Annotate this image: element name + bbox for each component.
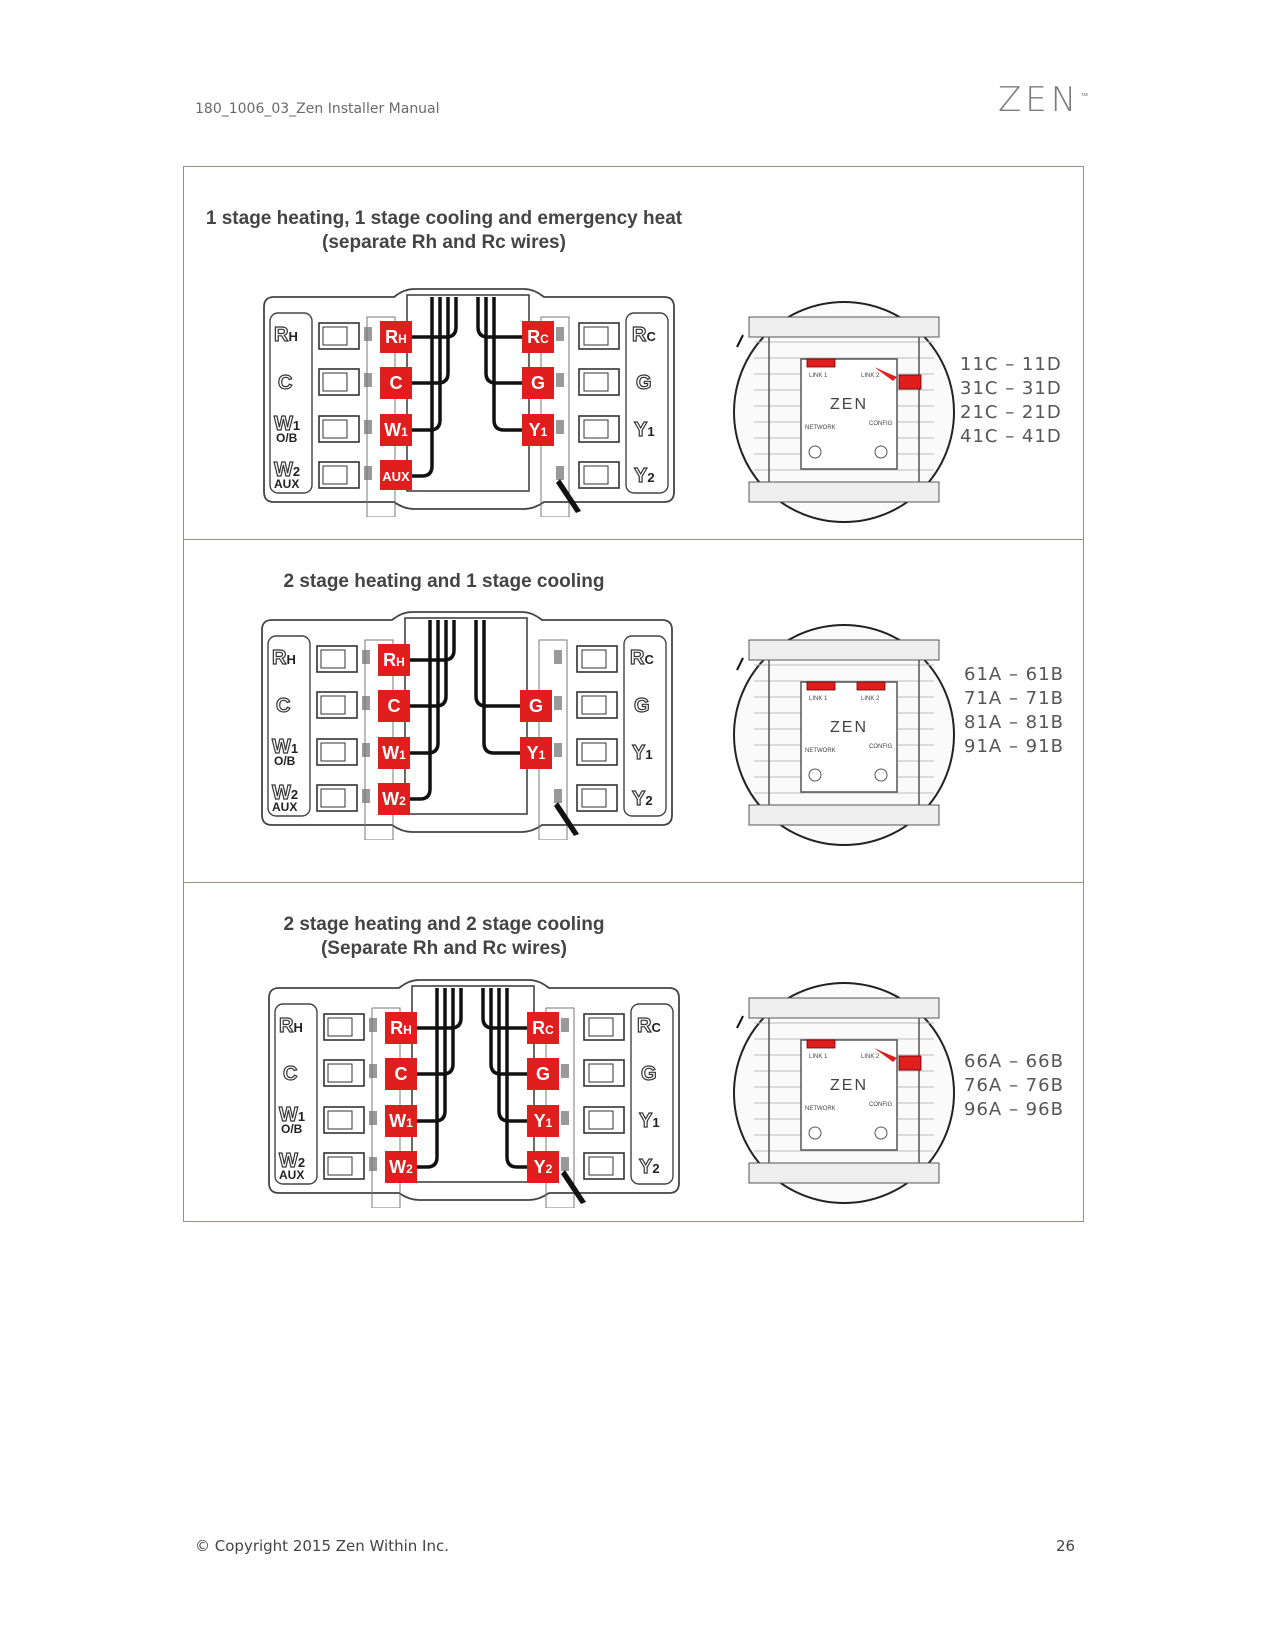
- terminal-label: RC: [532, 1018, 554, 1038]
- terminal-label: RC: [527, 327, 549, 347]
- zen-device-photo-2: [729, 620, 959, 850]
- terminal-label: G: [530, 373, 546, 393]
- terminal-c: [385, 1058, 417, 1090]
- label-ob: O/B: [276, 431, 298, 445]
- model-codes-1: [960, 353, 1062, 449]
- label-g: G: [641, 1063, 657, 1085]
- label-g: G: [634, 695, 650, 717]
- terminal-label: C: [389, 373, 403, 393]
- label-aux: AUX: [274, 477, 300, 491]
- terminal-label: RH: [385, 327, 407, 347]
- link2-label: LINK 2: [861, 696, 880, 702]
- module-brand: ZEN: [830, 396, 868, 413]
- terminal-w2: [385, 1151, 417, 1183]
- screw-post: [561, 1111, 569, 1125]
- document-id: 180_1006_03_Zen Installer Manual: [195, 101, 440, 117]
- wire-channel: [405, 618, 527, 814]
- network-label: NETWORK: [805, 1106, 836, 1112]
- terminal-w2: [378, 783, 410, 815]
- screw-post: [554, 696, 562, 710]
- label-w2: W2: [279, 1150, 306, 1172]
- screw-post: [561, 1064, 569, 1078]
- module-brand: ZEN: [830, 1077, 868, 1094]
- label-rh: RH: [274, 324, 298, 346]
- terminal-label: RH: [390, 1018, 412, 1038]
- section-3-title: 2 stage heating and 2 stage cooling (Separate Rh and Rc wires): [283, 914, 605, 959]
- terminal-g: [527, 1058, 559, 1090]
- config-label: CONFIG: [869, 421, 893, 427]
- terminal-aux: [380, 460, 412, 490]
- label-c: C: [276, 695, 291, 717]
- terminal-label: C: [387, 696, 401, 716]
- terminal-label: W2: [382, 789, 406, 809]
- module-brand: ZEN: [830, 719, 868, 736]
- model-code: 71A – 71B: [964, 688, 1064, 709]
- model-codes-3: [964, 1050, 1064, 1122]
- model-code: 21C – 21D: [960, 402, 1062, 423]
- terminal-w1: [380, 414, 412, 446]
- label-y1: Y1: [634, 419, 655, 441]
- wire: [404, 988, 445, 1121]
- screw-post: [364, 466, 372, 480]
- network-label: NETWORK: [805, 748, 836, 754]
- label-w1: W1: [272, 736, 299, 758]
- battery-rail: [749, 640, 939, 660]
- terminal-c: [380, 367, 412, 399]
- terminal-y1: [527, 1105, 559, 1137]
- terminal-rh: [380, 321, 412, 353]
- model-code: 41C – 41D: [960, 426, 1062, 447]
- screw-post: [362, 743, 370, 757]
- zen-device-photo-3: [729, 978, 959, 1208]
- label-y1: Y1: [632, 742, 653, 764]
- zen-device-photo-1: [729, 297, 959, 527]
- label-w2: W2: [274, 459, 301, 481]
- screw-post: [561, 1157, 569, 1171]
- link2-label: LINK 2: [861, 1054, 880, 1060]
- screw-post: [364, 373, 372, 387]
- label-g: G: [636, 372, 652, 394]
- screw-post: [554, 743, 562, 757]
- model-code: 31C – 31D: [960, 378, 1062, 399]
- screw-post: [369, 1157, 377, 1171]
- terminal-label: C: [394, 1064, 408, 1084]
- link1-label: LINK 1: [809, 373, 828, 379]
- wire-channel: [407, 295, 529, 491]
- screw-post: [362, 696, 370, 710]
- label-rh: RH: [272, 647, 296, 669]
- terminal-label: Y1: [533, 1111, 553, 1131]
- config-label: CONFIG: [869, 744, 893, 750]
- label-y2: Y2: [639, 1156, 660, 1178]
- label-y2: Y2: [634, 465, 655, 487]
- link1-jumper: [807, 682, 835, 690]
- wiring-diagram-3: [259, 978, 689, 1208]
- battery-rail: [749, 317, 939, 337]
- screw-post: [554, 650, 562, 664]
- terminal-rh: [385, 1012, 417, 1044]
- screw-post: [362, 789, 370, 803]
- wire-channel: [412, 986, 534, 1182]
- terminal-y1: [520, 737, 552, 769]
- link1-label: LINK 1: [809, 696, 828, 702]
- terminal-rc: [522, 321, 554, 353]
- terminal-w1: [385, 1105, 417, 1137]
- link1-jumper: [807, 1040, 835, 1048]
- model-code: 96A – 96B: [964, 1099, 1064, 1120]
- model-code: 61A – 61B: [964, 664, 1064, 685]
- terminal-label: AUX: [382, 469, 410, 484]
- screw-post: [369, 1111, 377, 1125]
- wiring-diagram-frame: [183, 166, 1084, 1222]
- screw-post: [561, 1018, 569, 1032]
- label-c: C: [278, 372, 293, 394]
- label-aux: AUX: [272, 800, 298, 814]
- model-code: 11C – 11D: [960, 354, 1062, 375]
- wiring-section-2: [184, 540, 1083, 883]
- label-y1: Y1: [639, 1110, 660, 1132]
- wiring-diagram-2: [252, 610, 682, 840]
- screw-post: [364, 420, 372, 434]
- terminal-label: G: [535, 1064, 551, 1084]
- screw-post: [554, 789, 562, 803]
- link2-jumper: [857, 682, 885, 690]
- label-aux: AUX: [279, 1168, 305, 1182]
- screw-post: [556, 466, 564, 480]
- pointer-line: [737, 335, 743, 347]
- label-w1: W1: [274, 413, 301, 435]
- model-code: 91A – 91B: [964, 736, 1064, 757]
- label-w2: W2: [272, 782, 299, 804]
- model-codes-2: [964, 663, 1064, 759]
- wiring-diagram-1: [254, 287, 684, 517]
- terminal-y2: [527, 1151, 559, 1183]
- section-2-title: 2 stage heating and 1 stage cooling: [283, 571, 605, 592]
- label-rc: RC: [632, 324, 656, 346]
- screw-post: [362, 650, 370, 664]
- terminal-g: [520, 690, 552, 722]
- model-code: 81A – 81B: [964, 712, 1064, 733]
- link1-jumper: [807, 359, 835, 367]
- wire: [399, 297, 440, 430]
- terminal-label: Y2: [533, 1157, 553, 1177]
- label-ob: O/B: [274, 754, 296, 768]
- terminal-label: W1: [384, 420, 408, 440]
- pointer-line: [737, 658, 743, 670]
- wiring-section-3: [184, 883, 1083, 1221]
- terminal-w1: [378, 737, 410, 769]
- battery-rail: [749, 998, 939, 1018]
- screw-post: [556, 327, 564, 341]
- screw-post: [369, 1064, 377, 1078]
- label-rc: RC: [637, 1015, 661, 1037]
- label-rc: RC: [630, 647, 654, 669]
- terminal-label: Y1: [528, 420, 548, 440]
- label-c: C: [283, 1063, 298, 1085]
- label-w1: W1: [279, 1104, 306, 1126]
- model-code: 66A – 66B: [964, 1051, 1064, 1072]
- link1-label: LINK 1: [809, 1054, 828, 1060]
- battery-rail: [749, 1163, 939, 1183]
- label-y2: Y2: [632, 788, 653, 810]
- model-code: 76A – 76B: [964, 1075, 1064, 1096]
- screw-post: [556, 420, 564, 434]
- pointer-line: [737, 1016, 743, 1028]
- screw-post: [556, 373, 564, 387]
- terminal-c: [378, 690, 410, 722]
- zen-logo: ZEN™: [998, 80, 1089, 120]
- label-ob: O/B: [281, 1122, 303, 1136]
- page-number: 26: [1056, 1537, 1076, 1555]
- section-1-title: 1 stage heating, 1 stage cooling and emergency heat (separate Rh and Rc wires): [205, 208, 683, 253]
- terminal-label: RH: [383, 650, 405, 670]
- copyright-footer: © Copyright 2015 Zen Within Inc.: [195, 1537, 449, 1555]
- screw-post: [369, 1018, 377, 1032]
- network-label: NETWORK: [805, 425, 836, 431]
- config-label: CONFIG: [869, 1102, 893, 1108]
- terminal-y1: [522, 414, 554, 446]
- wiring-section-1: [184, 167, 1083, 540]
- terminal-label: G: [528, 696, 544, 716]
- terminal-label: W1: [382, 743, 406, 763]
- terminal-label: W2: [389, 1157, 413, 1177]
- link2-label: LINK 2: [861, 373, 880, 379]
- wire: [397, 620, 438, 753]
- terminal-rh: [378, 644, 410, 676]
- link2-jumper-removed: [899, 1056, 921, 1070]
- terminal-g: [522, 367, 554, 399]
- battery-rail: [749, 482, 939, 502]
- terminal-label: W1: [389, 1111, 413, 1131]
- link2-jumper-removed: [899, 375, 921, 389]
- label-rh: RH: [279, 1015, 303, 1037]
- battery-rail: [749, 805, 939, 825]
- screw-post: [364, 327, 372, 341]
- terminal-rc: [527, 1012, 559, 1044]
- wire: [494, 297, 537, 430]
- terminal-label: Y1: [526, 743, 546, 763]
